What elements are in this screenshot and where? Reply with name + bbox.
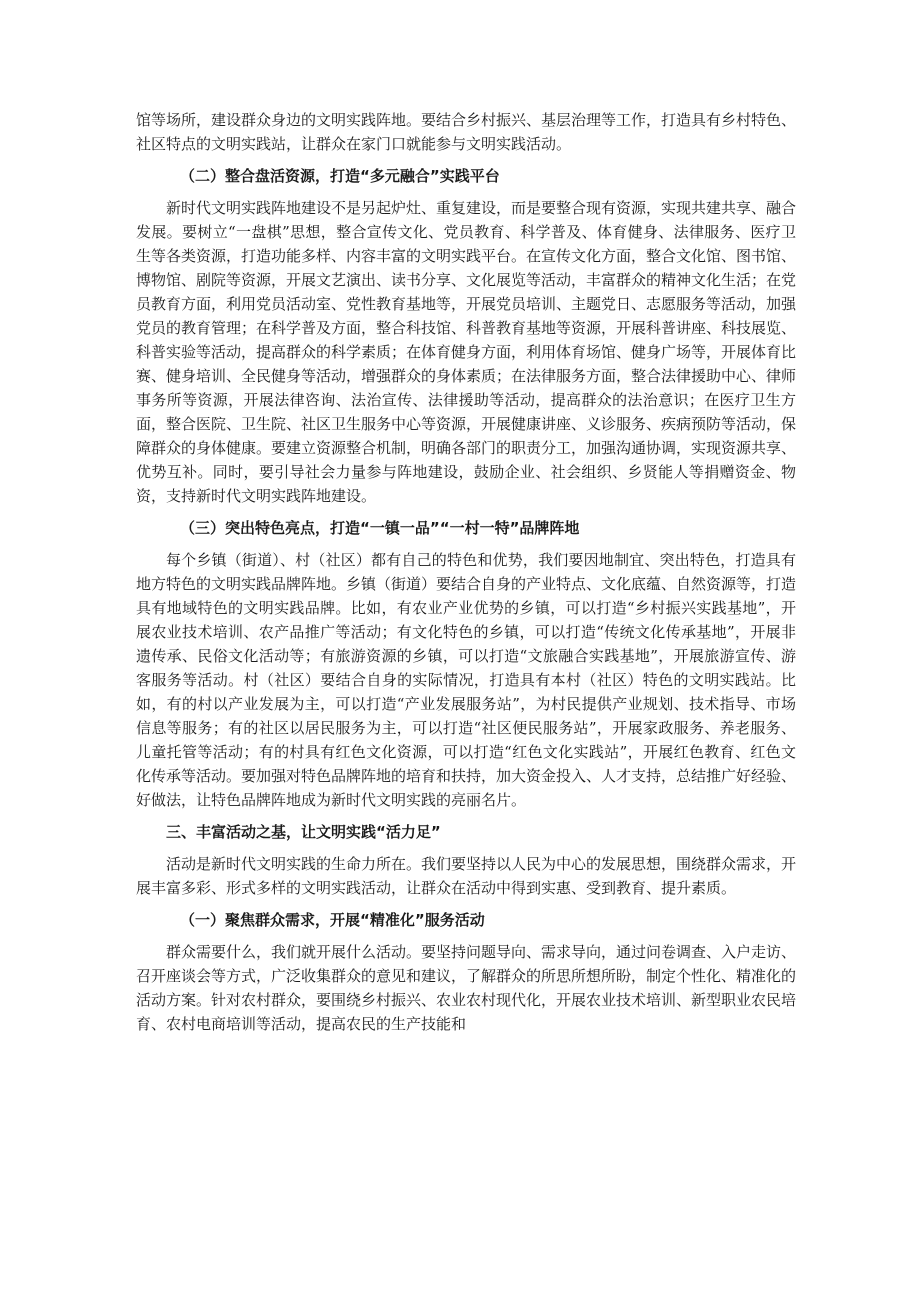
paragraph-resources: 新时代文明实践阵地建设不是另起炉灶、重复建设，而是要整合现有资源，实现共建共享、融合发展。要树立“一盘棋”思想，整合宣传文化、党员教育、科学普及、体育健身、法律服务、医疗卫生等各类资源，打造功能多样、内容丰富的文明实践平台。在宣传文化方面，整合文化馆、图书馆、博物馆、剧院等资源，开展文艺演出、读书分享、文化展览等活动，丰富群众的精神文化生活；在党员教育方面，利用党员活动室、党性教育基地等，开展党员培训、主题党日、志愿服务等活动，加强党员的教育管理；在科学普及方面，整合科技馆、科普教育基地等资源，开展科普讲座、科技展览、科普实验等活动，提高群众的科学素质；在体育健身方面，利用体育场馆、健身广场等，开展体育比赛、健身培训、全民健身等活动，增强群众的身体素质；在法律服务方面，整合法律援助中心、律师事务所等资源，开展法律咨询、法治宣传、法律援助等活动，提高群众的法治意识；在医疗卫生方面，整合医院、卫生院、社区卫生服务中心等资源，开展健康讲座、义诊服务、疾病预防等活动，保障群众的身体健康。要建立资源整合机制，明确各部门的职责分工，加强沟通协调，实现资源共享、优势互补。同时，要引导社会力量参与阵地建设，鼓励企业、社会组织、乡贤能人等捐赠资金、物资，支持新时代文明实践阵地建设。 bbox=[136, 199, 797, 505]
chapter-heading-3: 三、丰富活动之基，让文明实践“活力足” bbox=[166, 823, 441, 841]
section-heading-1: （一）聚焦群众需求，开展“精准化”服务活动 bbox=[180, 911, 485, 929]
section-heading-2: （二）整合盘活资源，打造“多元融合”实践平台 bbox=[180, 167, 500, 185]
paragraph-continued: 馆等场所，建设群众身边的文明实践阵地。要结合乡村振兴、基层治理等工作，打造具有乡村特色、社区特点的文明实践站，让群众在家门口就能参与文明实践活动。 bbox=[136, 111, 797, 153]
section-heading-3: （三）突出特色亮点，打造“一镇一品”“一村一特”品牌阵地 bbox=[180, 519, 580, 537]
document-page bbox=[136, 108, 796, 1036]
paragraph-needs: 群众需要什么，我们就开展什么活动。要坚持问题导向、需求导向，通过问卷调查、入户走访、召开座谈会等方式，广泛收集群众的意见和建议，了解群众的所思所想所盼，制定个性化、精准化的活动方案。针对农村群众，要围绕乡村振兴、农业农村现代化，开展农业技术培训、新型职业农民培育、农村电商培训等活动，提高农民的生产技能和 bbox=[136, 943, 797, 1033]
paragraph-activities: 活动是新时代文明实践的生命力所在。我们要坚持以人民为中心的发展思想，围绕群众需求，开展丰富多彩、形式多样的文明实践活动，让群众在活动中得到实惠、受到教育、提升素质。 bbox=[136, 855, 797, 897]
paragraph-brand: 每个乡镇（街道）、村（社区）都有自己的特色和优势，我们要因地制宜、突出特色，打造具有地方特色的文明实践品牌阵地。乡镇（街道）要结合自身的产业特点、文化底蕴、自然资源等，打造具有地域特色的文明实践品牌。比如，有农业产业优势的乡镇，可以打造“乡村振兴实践基地”，开展农业技术培训、农产品推广等活动；有文化特色的乡镇，可以打造“传统文化传承基地”，开展非遗传承、民俗文化活动等；有旅游资源的乡镇，可以打造“文旅融合实践基地”，开展旅游宣传、游客服务等活动。村（社区）要结合自身的实际情况，打造具有本村（社区）特色的文明实践站。比如，有的村以产业发展为主，可以打造“产业发展服务站”，为村民提供产业规划、技术指导、市场信息等服务；有的社区以居民服务为主，可以打造“社区便民服务站”，开展家政服务、养老服务、儿童托管等活动；有的村具有红色文化资源，可以打造“红色文化实践站”，开展红色教育、红色文化传承等活动。要加强对特色品牌阵地的培育和扶持，加大资金投入、人才支持，总结推广好经验、好做法，让特色品牌阵地成为新时代文明实践的亮丽名片。 bbox=[136, 551, 797, 809]
